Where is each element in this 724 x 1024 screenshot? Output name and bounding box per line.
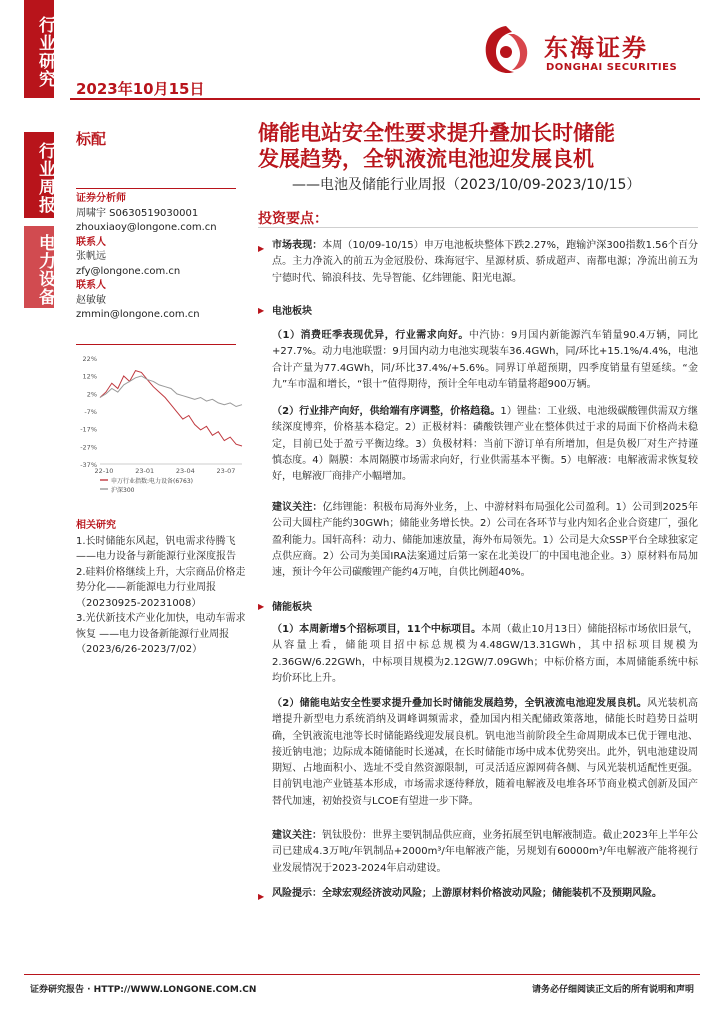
bullet-triangle-icon: ▶ bbox=[258, 602, 265, 611]
related-research-item[interactable]: 3.光伏新技术产业化加快，电动车需求恢复 ——电力设备新能源行业周报（2023/6/26-2023/7/02） bbox=[76, 613, 246, 655]
footer-disclaimer: 请务必仔细阅读正文后的所有说明和声明 bbox=[531, 985, 694, 995]
footer-website[interactable]: 证券研究报告 · HTTP://WWW.LONGONE.COM.CN bbox=[30, 985, 257, 995]
chart-divider bbox=[76, 344, 236, 345]
key-points-divider bbox=[258, 227, 698, 228]
battery-recommendation bbox=[258, 500, 698, 581]
y-tick-label: 22% bbox=[82, 355, 97, 363]
contact-name: 赵敏敏 bbox=[76, 294, 106, 306]
company-logo bbox=[474, 20, 694, 90]
y-tick-label: -17% bbox=[80, 425, 97, 434]
analyst-label: 证券分析师 bbox=[76, 193, 126, 204]
x-tick-label: 23-07 bbox=[216, 467, 236, 475]
report-subtitle: ——电池及储能行业周报（2023/10/09-2023/10/15） bbox=[292, 177, 641, 193]
contact-name: 张帆远 bbox=[76, 251, 106, 262]
industry-tag: 电力设备 bbox=[24, 226, 54, 308]
analyst-block bbox=[76, 192, 236, 323]
y-tick-label: 2% bbox=[86, 390, 97, 399]
x-tick-label: 22-10 bbox=[94, 467, 114, 475]
contact-email: zfy@longone.com.cn bbox=[76, 265, 181, 277]
contact-email: zmmin@longone.com.cn bbox=[76, 309, 200, 320]
bullet-triangle-icon: ▶ bbox=[258, 306, 265, 315]
risk-head: 风险提示： bbox=[272, 888, 322, 899]
y-tick-label: -7% bbox=[84, 408, 97, 416]
storage-p1-text: 本周（截止10月13日）储能招标市场依旧景气，从容量上看，储能项目招中标总规模为4.48GW/13.31GWh，其中招标项目规模为2.36GW/6.22GWh，中标项目规模为2.12GW/7.09GWh；中标价格方面，本周储能系统中标均价环比上升。 bbox=[272, 624, 698, 684]
storage-paragraph-2 bbox=[258, 696, 698, 810]
logo-emblem-icon bbox=[474, 20, 538, 84]
battery-rec-head: 建议关注： bbox=[272, 502, 323, 513]
related-research-item[interactable]: 1.长时储能东风起，钒电需求待腾飞——电力设备与新能源行业深度报告 bbox=[76, 535, 236, 562]
legend-label: 沪深300 bbox=[111, 487, 135, 494]
battery-p1-head: （1）消费旺季表现优异，行业需求向好。 bbox=[272, 330, 469, 341]
contact-label: 联系人 bbox=[76, 236, 106, 248]
battery-rec-text: 亿纬锂能：积极布局海外业务，上、中游材料布局强化公司盈利。1）公司到2025年公司大圆柱产能约30GWh；储能业务增长快。2）公司在各环节与业内知名企业合资建厂，强化盈利能力。国轩高科：动力、储能加速放量，海外布局领先。1）公司是大众SSP平台全球独家定点供应商。2）公司为美国IRA法案通过后第一家在北美设厂的中国电池企业。3）原材料布局加速，预计今年公司碳酸锂产能约4万吨，自供比例超40%。 bbox=[272, 502, 699, 579]
storage-section-head: 储能板块 bbox=[272, 602, 312, 613]
report-title-line: 发展趋势，全钒液流电池迎发展良机 bbox=[258, 147, 594, 171]
storage-p1-head: （1）本周新增5个招标项目，11个中标项目。 bbox=[272, 624, 482, 635]
battery-paragraph-2 bbox=[258, 404, 698, 485]
storage-rec-text: 钒钛股份：世界主要钒制品供应商，业务拓展至钒电解液制造。截止2023年上半年公司已建成4.3万吨/年钒制品+2000m³/年电解液产能，另规划有60000m³/年电解液产能将视行业发展情况于2023-2024年启动建设。 bbox=[272, 830, 699, 874]
risk-text: 全球宏观经济波动风险；上游原材料价格波动风险；储能装机不及预期风险。 bbox=[322, 888, 662, 899]
battery-paragraph-1 bbox=[258, 328, 698, 393]
x-tick-label: 23-01 bbox=[135, 467, 155, 475]
related-research bbox=[76, 518, 246, 658]
y-tick-label: 12% bbox=[82, 372, 97, 381]
report-type-tag: 行业研究 bbox=[24, 0, 54, 98]
y-tick-label: -37% bbox=[80, 461, 97, 469]
storage-p2-head: （2）储能电站安全性要求提升叠加长时储能发展趋势，全钒液流电池迎发展良机。 bbox=[272, 698, 648, 709]
bullet-triangle-icon: ▶ bbox=[258, 892, 265, 901]
market-head: 市场表现： bbox=[272, 240, 323, 251]
storage-p2-text: 风光装机高增提升新型电力系统消纳及调峰调频需求，叠加国内相关配储政策落地，储能长时趋势日益明确，全钒液流电池等长时储能路线迎发展良机。钒电池当前阶段全生命周期成本已优于锂电池、接近钠电池；边际成本随储能时长递减，在长时储能市场中成本优势突出。此外，钒电池建设周期短、占地面积小、选址不受自然资源限制，可灵活适应源网荷各侧、与风光装机适配性更强。目前钒电池产业链基本形成，市场需求逐待释放，随着电解液及电堆各环节商业模式创新及国产替代加速，初始投资与LCOE有望进一步下降。 bbox=[272, 698, 698, 807]
battery-p2-head: （2）行业排产向好，供给端有序调整，价格趋稳。 bbox=[272, 406, 501, 417]
report-date: 2023年10月15日 bbox=[76, 80, 205, 98]
y-tick-label: -27% bbox=[80, 443, 97, 452]
report-title bbox=[258, 120, 698, 172]
index-performance-chart bbox=[76, 352, 246, 502]
storage-rec-head: 建议关注： bbox=[272, 830, 323, 841]
market-text: 本周（10/09-10/15）申万电池板块整体下跌2.27%，跑输沪深300指数1.56个百分点。主力净流入的前五为金冠股份、珠海冠宇、星源材质、骄成超声、南都电源；净流出前五为宁德时代、锦浪科技、先导智能、亿纬锂能、阳光电源。 bbox=[272, 240, 699, 284]
header-divider bbox=[70, 98, 700, 100]
analyst-name: 周啸宇 S0630519030001 bbox=[76, 207, 199, 219]
market-section bbox=[258, 238, 698, 287]
industry-rating: 标配 bbox=[76, 130, 107, 148]
analyst-email: zhouxiaoy@longone.com.cn bbox=[76, 222, 217, 233]
battery-section-head: 电池板块 bbox=[272, 306, 312, 317]
x-tick-label: 23-04 bbox=[175, 467, 195, 475]
related-research-item[interactable]: 2.硅料价格继续上升，大宗商品价格走势分化——新能源电力行业周报（20230925-20231008） bbox=[76, 566, 246, 609]
battery-p1-text: 中汽协：9月国内新能源汽车销量90.4万辆，同比+27.7%。动力电池联盟：9月国内动力电池实现装车36.4GWh，同/环比+15.1%/4.4%，电池合计产量为77.4GWh，同/环比37.4%/+5.6%。同界订单超预期，四季度销量有望延续。“金九”车市温和增长，“银十”值得期待，预计全年电动车销量将超900万辆。 bbox=[272, 330, 698, 390]
legend-label: 申万行业指数:电力设备(6763) bbox=[111, 478, 193, 485]
battery-p2-text: 1）锂盐：工业级、电池级碳酸锂供需双方继续深度博弈，价格基本稳定。2）正极材料：磷酸铁锂产业在整体供过于求的局面下价格尚未稳定，目前已处于盈亏平衡边缘。3）负极材料：当前下游订单有所增加，但是负极厂对生产持谨慎态度。4）隔膜：本周隔膜市场需求向好，行业供需基本平衡。5）电解液：电解液需求恢复较好，电解液厂商排产小幅增加。 bbox=[272, 406, 698, 483]
key-points-label: 投资要点： bbox=[258, 211, 328, 227]
footer-divider bbox=[24, 974, 700, 975]
contact-label: 联系人 bbox=[76, 280, 106, 291]
logo-english-text: DONGHAI SECURITIES bbox=[546, 62, 678, 73]
series-line bbox=[100, 371, 242, 446]
report-title-line: 储能电站安全性要求提升叠加长时储能 bbox=[258, 121, 615, 145]
report-subtype-tag: 行业周报 bbox=[24, 132, 54, 218]
risk-section bbox=[258, 886, 698, 902]
storage-recommendation bbox=[258, 828, 698, 877]
analyst-divider bbox=[76, 188, 236, 189]
bullet-triangle-icon: ▶ bbox=[258, 244, 265, 253]
storage-paragraph-1 bbox=[258, 622, 698, 687]
related-research-title: 相关研究 bbox=[76, 520, 116, 531]
logo-chinese-text: 东海证券 bbox=[544, 34, 648, 62]
